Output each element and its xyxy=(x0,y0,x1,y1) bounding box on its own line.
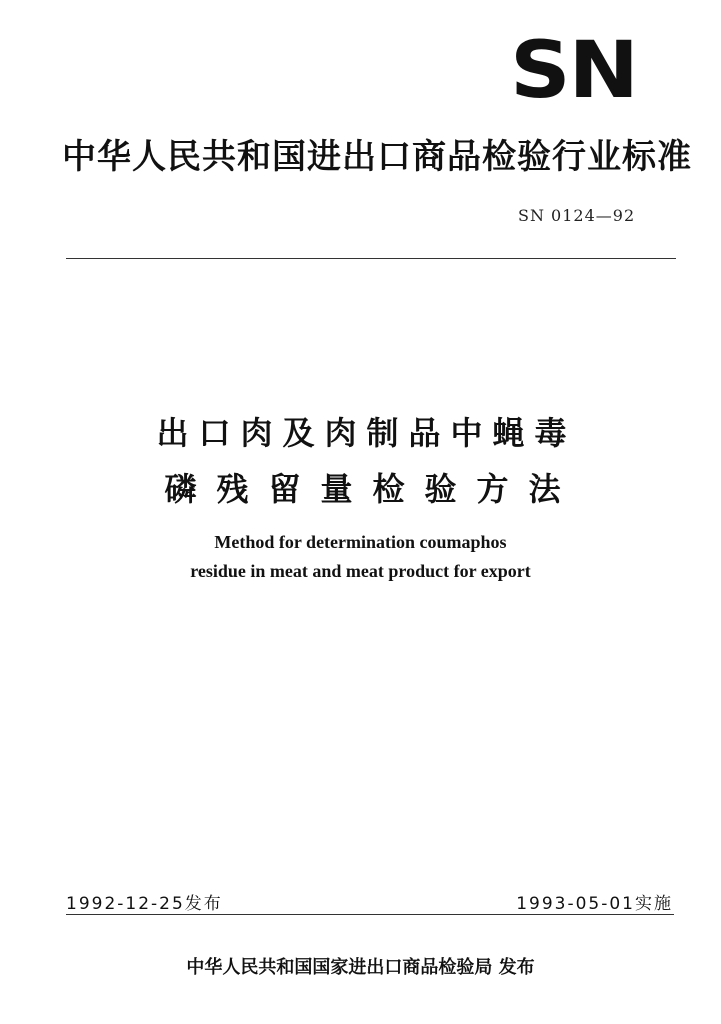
header-divider xyxy=(66,258,676,259)
footer-divider xyxy=(66,914,674,915)
title-cn-line-2: 磷残留量检验方法 xyxy=(164,470,581,508)
title-cn-line-1: 出口肉及肉制品中蝇毒 xyxy=(156,414,577,452)
sn-logo: SN xyxy=(510,26,637,116)
industry-standard-heading: 中华人民共和国进出口商品检验行业标准 xyxy=(62,137,692,177)
implementation-date: 1993-05-01实施 xyxy=(516,894,673,914)
standard-number: SN 0124—92 xyxy=(518,206,636,225)
title-en-line-1: Method for determination coumaphos xyxy=(214,532,507,552)
issue-date: 1992-12-25发布 xyxy=(66,894,223,914)
publisher: 中华人民共和国国家进出口商品检验局 发布 xyxy=(186,957,535,978)
title-en-line-2: residue in meat and meat product for export xyxy=(190,561,531,581)
